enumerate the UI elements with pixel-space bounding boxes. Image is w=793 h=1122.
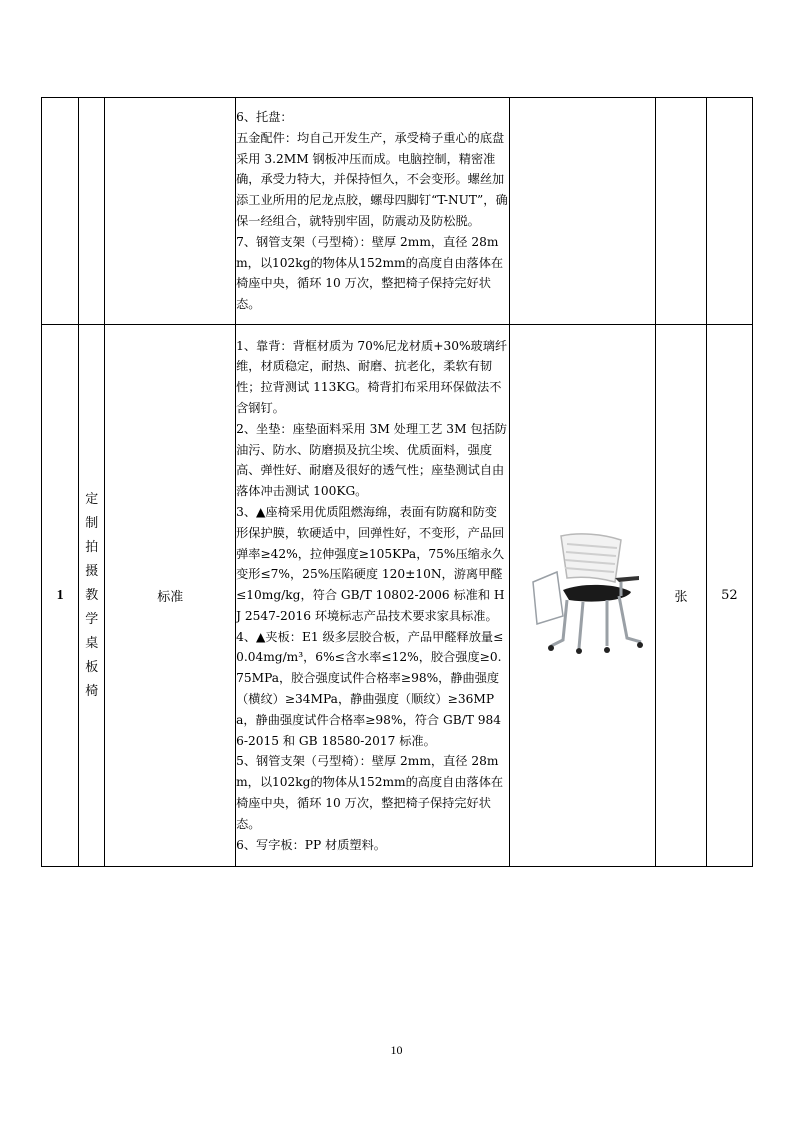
item-name-char: 制 xyxy=(85,515,99,531)
desc-line: 1、靠背：背框材质为 70%尼龙材质+30%玻璃纤维，材质稳定，耐热、耐磨、抗老化，柔软有韧性；拉背测试 113KG。椅背扪布采用环保做法不含钢钉。 xyxy=(236,338,508,415)
chair-image xyxy=(523,530,643,660)
item-name-char: 桌 xyxy=(85,635,99,651)
description-cell xyxy=(236,98,510,325)
item-name-char: 定 xyxy=(85,491,99,507)
desc-line: 4、▲夹板：E1 级多层胶合板，产品甲醛释放量≤0.04mg/m³，6%≤含水率≤12%，胶合强度≥0.75MPa，胶合强度试件合格率≥98%，静曲强度（横纹）≥34MPa，静曲强度（顺纹）≥36MPa，静曲强度试件合格率≥98%，符合 GB/T 9846-2015 和 GB 18580-2017 标准。 xyxy=(236,629,504,748)
desc-line: 五金配件：均自己开发生产，承受椅子重心的底盘采用 3.2MM 钢板冲压而成。电脑控制，精密准确，承受力特大，并保持恒久，不会变形。螺丝加添工业所用的尼龙点胶，螺母四脚钉“T-NUT”，确保一经组合，就特别牢固，防震动及防松脱。 xyxy=(236,130,508,228)
no-cell xyxy=(42,98,79,325)
item-unit: 张 xyxy=(656,325,706,867)
item-model: 标准 xyxy=(105,325,236,867)
item-name-char: 摄 xyxy=(85,563,99,579)
image-cell xyxy=(509,325,656,867)
spec-table xyxy=(41,97,753,867)
item-number: 1 xyxy=(42,325,79,867)
page-number: 10 xyxy=(390,1043,403,1057)
description-cell xyxy=(236,325,510,867)
item-name-char: 椅 xyxy=(85,683,99,699)
name-cell xyxy=(79,98,105,325)
item-name-char: 板 xyxy=(85,659,99,675)
image-cell xyxy=(509,98,656,325)
table-row xyxy=(42,98,753,325)
chair-backrest xyxy=(561,534,621,582)
item-name xyxy=(79,325,105,867)
desc-line: 3、▲座椅采用优质阻燃海绵，表面有防腐和防变形保护膜，软硬适中，回弹性好，不变形，产品回弹率≥42%，拉伸强度≥105KPa，75%压缩永久变形≤7%，25%压陷硬度 120±10N，游离甲醛≤10mg/kg，符合 GB/T 10802-2006 标准和 HJ 2547-2016 环境标志产品技术要求家具标准。 xyxy=(236,504,505,623)
item-name-char: 拍 xyxy=(85,539,99,555)
desc-line: 7、钢管支架（弓型椅）：壁厚 2mm，直径 28mm，以102kg的物体从152mm的高度自由落体在椅座中央，循环 10 万次，整把椅子保持完好状态。 xyxy=(236,234,504,312)
desc-line: 6、托盘： xyxy=(236,110,293,125)
item-name-char: 学 xyxy=(85,611,99,627)
chair-armrest xyxy=(615,576,639,582)
item-name-char: 教 xyxy=(85,587,99,603)
desc-line: 6、写字板：PP 材质塑料。 xyxy=(236,837,386,852)
model-cell xyxy=(105,98,236,325)
desc-line: 5、钢管支架（弓型椅）：壁厚 2mm，直径 28mm，以102kg的物体从152mm的高度自由落体在椅座中央，循环 10 万次，整把椅子保持完好状态。 xyxy=(236,754,504,831)
table-row xyxy=(42,325,753,867)
qty-cell xyxy=(706,98,752,325)
desc-line: 2、坐垫：座垫面料采用 3M 处理工艺 3M 包括防油污、防水、防磨损及抗尘埃、优质面料，强度高、弹性好、耐磨及很好的透气性；座垫测试自由落体冲击测试 100KG。 xyxy=(236,421,507,499)
unit-cell xyxy=(656,98,706,325)
writing-tablet xyxy=(533,572,563,624)
chair-casters xyxy=(548,642,643,654)
item-quantity: 52 xyxy=(706,325,752,867)
